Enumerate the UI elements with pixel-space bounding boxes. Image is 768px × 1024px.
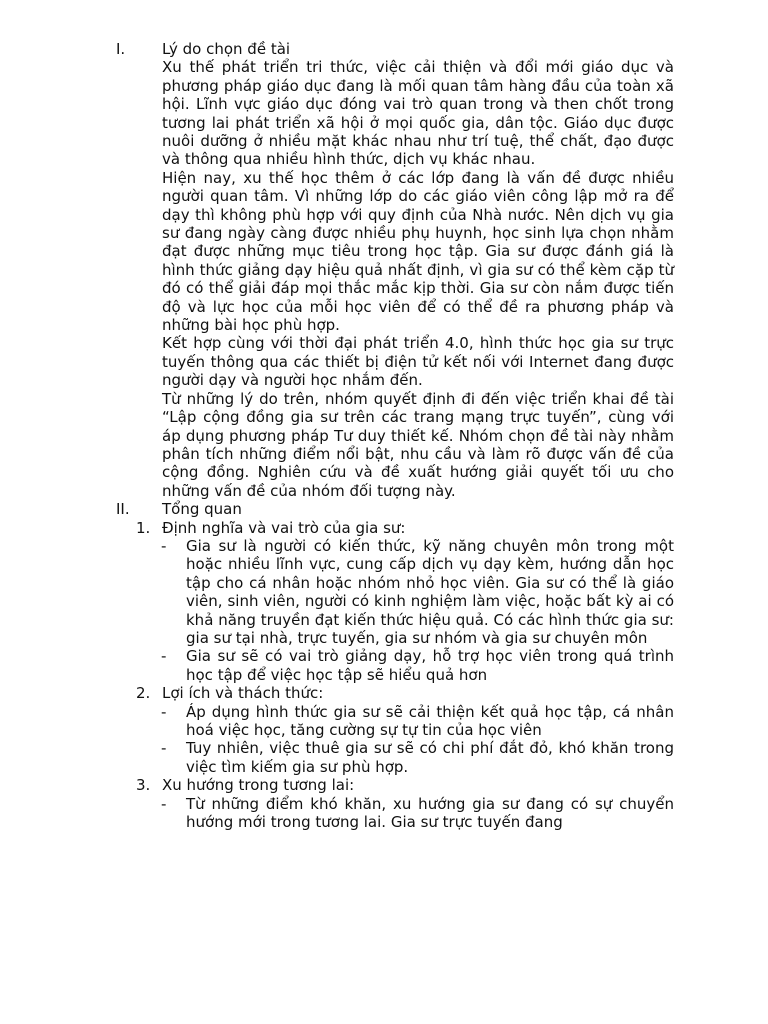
- section-numeral: II.: [116, 500, 130, 519]
- subsection-title: Lợi ích và thách thức:: [162, 684, 324, 703]
- paragraph: Xu thế phát triển tri thức, việc cải thiện và đổi mới giáo dục và phương pháp giáo dục đang là mối quan tâm hàng đầu của toàn xã hội. Lĩnh vực giáo dục đóng vai trò quan trong và then chốt trong tương lai phát triển xã hội ở mọi quốc gia, dân tộc. Giáo dục được nuôi dưỡng ở nhiều mặt khác nhau như trí tuệ, thể chất, đạo được và thông qua nhiều hình thức, dịch vụ khác nhau.: [162, 58, 674, 169]
- bullet-item: [161, 702, 674, 740]
- bullet-item: [161, 536, 674, 647]
- paragraph: Hiện nay, xu thế học thêm ở các lớp đang là vấn đề được nhiều người quan tâm. Vì những lớp do các giáo viên công lập mở ra để dạy thì không phù hợp với quy định của Nhà nước. Nên dịch vụ gia sư đang ngày càng được nhiều phụ huynh, học sinh lựa chọn nhằm đạt được những mục tiêu trong học tập. Gia sư được đánh giá là hình thức giảng dạy hiệu quả nhất định, vì gia sư có thể kèm cặp từ đó có thể giải đáp mọi thắc mắc kịp thời. Gia sư còn nắm được tiến độ và lực học của mỗi học viên để có thể đề ra phương pháp và những bài học phù hợp.: [162, 168, 674, 335]
- section-heading-2: [0, 500, 768, 518]
- bullet-text: Áp dụng hình thức gia sư sẽ cải thiện kết quả học tập, cá nhân hoá việc học, tăng cường sự tự tin của học viên: [186, 702, 674, 739]
- bullet-marker: -: [161, 739, 167, 758]
- subsection-heading: [0, 684, 768, 702]
- bullet-marker: -: [161, 647, 167, 666]
- subsection-title: Định nghĩa và vai trò của gia sư:: [162, 518, 406, 537]
- subsection-number: 2.: [136, 684, 151, 703]
- bullet-item: [161, 794, 674, 832]
- bullet-item: [161, 647, 674, 684]
- subsection-number: 1.: [136, 518, 151, 537]
- bullet-text: Gia sư là người có kiến thức, kỹ năng chuyên môn trong một hoặc nhiều lĩnh vực, cung cấp dịch vụ dạy kèm, hướng dẫn học tập cho cá nhân hoặc nhóm nhỏ học viên. Gia sư có thể là giáo viên, sinh viên, người có kinh nghiệm làm việc, hoặc bất kỳ ai có khả năng truyền đạt kiến thức hiệu quả. Có các hình thức gia sư: gia sư tại nhà, trực tuyến, gia sư nhóm và gia sư chuyên môn: [186, 536, 674, 647]
- section-heading-1: [0, 40, 768, 58]
- document-page: [0, 40, 768, 831]
- subsection-heading: [0, 519, 768, 537]
- paragraph: Kết hợp cùng với thời đại phát triển 4.0, hình thức học gia sư trực tuyến thông qua các thiết bị điện tử kết nối với Internet đang được người dạy và người học nhắm đến.: [162, 334, 674, 390]
- bullet-text: Từ những điểm khó khăn, xu hướng gia sư đang có sự chuyển hướng mới trong tương lai. Gia sư trực tuyến đang: [186, 794, 674, 831]
- bullet-marker: -: [161, 536, 167, 555]
- section-title: Tổng quan: [162, 500, 242, 519]
- bullet-text: Tuy nhiên, việc thuê gia sư sẽ có chi phí đắt đỏ, khó khăn trong việc tìm kiếm gia sư phù hợp.: [186, 739, 674, 776]
- subsection-heading: [0, 776, 768, 794]
- subsection-number: 3.: [136, 776, 151, 795]
- section-numeral: I.: [116, 40, 126, 58]
- bullet-marker: -: [161, 702, 167, 721]
- bullet-item: [161, 739, 674, 776]
- subsection-title: Xu hướng trong tương lai:: [162, 776, 355, 795]
- bullet-text: Gia sư sẽ có vai trò giảng dạy, hỗ trợ học viên trong quá trình học tập để việc học tập sẽ hiểu quả hơn: [186, 647, 674, 684]
- bullet-marker: -: [161, 794, 167, 813]
- paragraph: Từ những lý do trên, nhóm quyết định đi đến việc triển khai đề tài “Lập cộng đồng gia sư trên các trang mạng trực tuyến”, cùng với áp dụng phương pháp Tư duy thiết kế. Nhóm chọn đề tài này nhằm phân tích những điểm nổi bật, nhu cầu và làm rõ được vấn đề của cộng đồng. Nghiên cứu và đề xuất hướng giải quyết tối ưu cho những vấn đề của nhóm đối tượng này.: [162, 389, 674, 500]
- section-title: Lý do chọn đề tài: [162, 40, 291, 58]
